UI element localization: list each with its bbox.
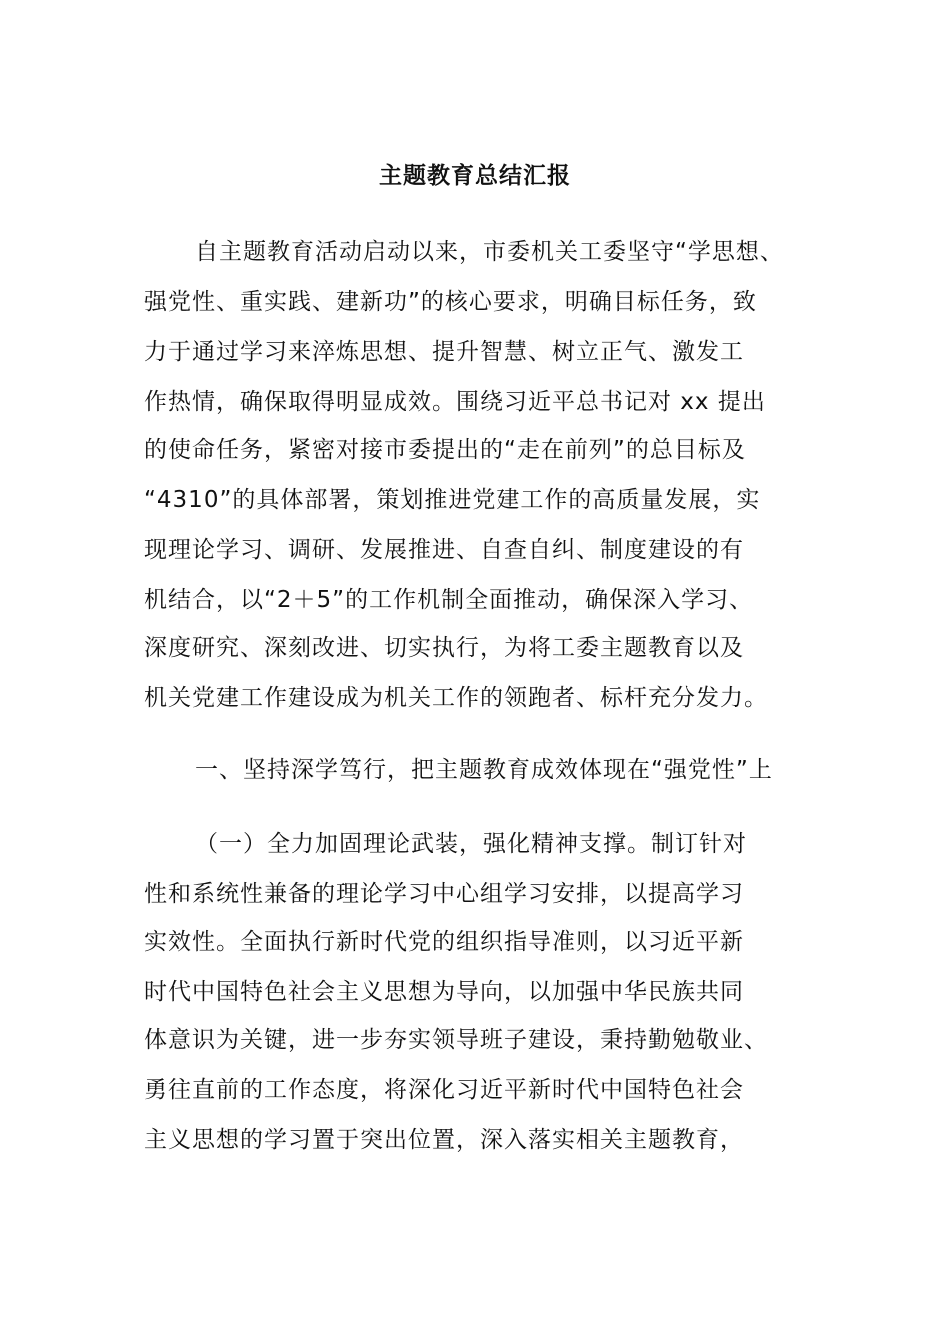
section-heading: 一、坚持深学笃行，把主题教育成效体现在“强党性”上 [195,757,773,783]
subsection-line: （一）全力加固理论武装，强化精神支撑。制订针对 [195,831,747,857]
intro-line: 机结合，以“2＋5”的工作机制全面推动，确保深入学习、 [144,587,754,613]
subsection-line: 实效性。全面执行新时代党的组织指导准则，以习近平新 [144,929,744,955]
subsection-line: 时代中国特色社会主义思想为导向，以加强中华民族共同 [144,979,744,1005]
intro-line: 力于通过学习来淬炼思想、提升智慧、树立正气、激发工 [144,339,744,365]
intro-line: 现理论学习、调研、发展推进、自查自纠、制度建设的有 [144,537,744,563]
intro-line: 作热情，确保取得明显成效。围绕习近平总书记对 xx 提出 [144,389,766,415]
intro-line: 深度研究、深刻改进、切实执行，为将工委主题教育以及 [144,635,744,661]
document-title: 主题教育总结汇报 [379,163,571,189]
subsection-line: 体意识为关键，进一步夯实领导班子建设，秉持勤勉敬业、 [144,1027,768,1053]
intro-line: 机关党建工作建设成为机关工作的领跑者、标杆充分发力。 [144,685,768,711]
subsection-line: 主义思想的学习置于突出位置，深入落实相关主题教育， [144,1127,744,1153]
intro-line: “4310”的具体部署，策划推进党建工作的高质量发展，实 [144,487,761,513]
intro-line: 的使命任务，紧密对接市委提出的“走在前列”的总目标及 [144,437,746,463]
subsection-line: 性和系统性兼备的理论学习中心组学习安排，以提高学习 [144,881,744,907]
intro-line: 自主题教育活动启动以来，市委机关工委坚守“学思想、 [195,239,784,265]
subsection-line: 勇往直前的工作态度，将深化习近平新时代中国特色社会 [144,1077,744,1103]
intro-line: 强党性、重实践、建新功”的核心要求，明确目标任务，致 [144,289,757,315]
